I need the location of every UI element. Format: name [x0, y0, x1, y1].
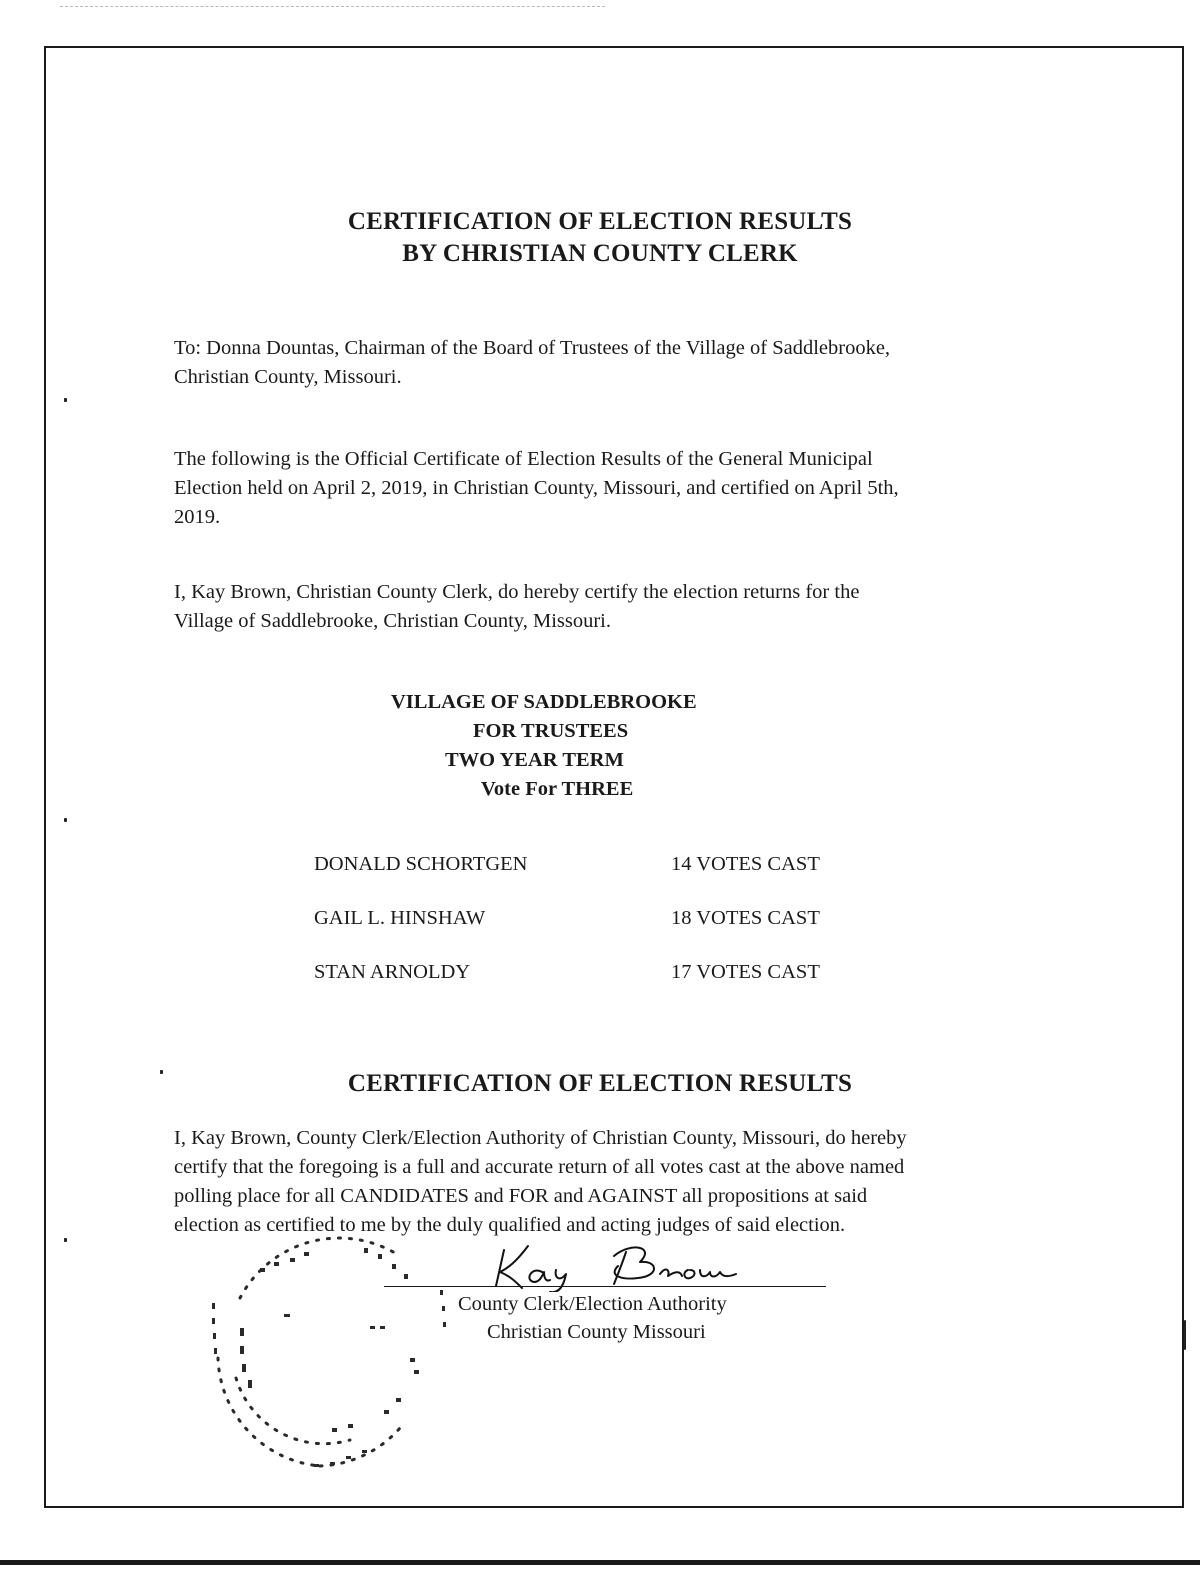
signer-county: Christian County Missouri: [487, 1321, 706, 1343]
scan-speck: [1176, 46, 1177, 47]
addressee-paragraph: [174, 334, 1054, 392]
candidate-name: STAN ARNOLDY: [314, 961, 471, 983]
text-line: To: Donna Dountas, Chairman of the Board of Trustees of the Village of Saddlebrooke,: [174, 337, 891, 359]
scan-speck: [1184, 1320, 1186, 1350]
kay-brown-signature: [490, 1236, 750, 1292]
candidate-votes: 17 VOTES CAST: [671, 961, 820, 983]
intro-paragraph: [174, 445, 1054, 532]
candidate-results: [314, 850, 934, 1012]
candidate-votes: 18 VOTES CAST: [671, 907, 820, 929]
clerk-statement-paragraph: [174, 578, 1054, 636]
text-line: Village of Saddlebrooke, Christian County, Missouri.: [174, 610, 612, 632]
scan-speck: [64, 818, 67, 822]
candidate-row: [314, 850, 934, 904]
certification-paragraph: [174, 1124, 1074, 1240]
race-heading-line: Vote For THREE: [481, 778, 634, 800]
race-heading-line: FOR TRUSTEES: [473, 720, 629, 742]
scan-speck: [64, 398, 67, 402]
race-heading-line: VILLAGE OF SADDLEBROOKE: [391, 691, 697, 713]
scan-top-rule: [60, 6, 605, 7]
text-line: Christian County, Missouri.: [174, 366, 402, 388]
signature-line: [384, 1286, 826, 1287]
text-line: certify that the foregoing is a full and accurate return of all votes cast at the above named: [174, 1156, 905, 1178]
signer-title: County Clerk/Election Authority: [458, 1293, 727, 1315]
race-heading: [385, 688, 755, 804]
county-seal-stamp: [200, 1228, 462, 1480]
text-line: I, Kay Brown, County Clerk/Election Authority of Christian County, Missouri, do hereby: [174, 1127, 907, 1149]
text-line: The following is the Official Certificate of Election Results of the General Municipal: [174, 448, 873, 470]
document-title-line: CERTIFICATION OF ELECTION RESULTS: [347, 208, 853, 235]
document-title: [0, 206, 1200, 270]
text-line: Election held on April 2, 2019, in Christian County, Missouri, and certified on April 5th,: [174, 477, 899, 499]
candidate-name: GAIL L. HINSHAW: [314, 907, 486, 929]
candidate-row: [314, 904, 934, 958]
text-line: I, Kay Brown, Christian County Clerk, do hereby certify the election returns for the: [174, 581, 860, 603]
scan-bottom-edge: [0, 1560, 1200, 1565]
text-line: election as certified to me by the duly qualified and acting judges of said election.: [174, 1214, 846, 1236]
candidate-row: [314, 958, 934, 1012]
text-line: 2019.: [174, 506, 221, 528]
race-heading-line: TWO YEAR TERM: [445, 749, 624, 771]
text-line: polling place for all CANDIDATES and FOR and AGAINST all propositions at said: [174, 1185, 868, 1207]
certification-heading: CERTIFICATION OF ELECTION RESULTS: [347, 1070, 853, 1097]
scan-speck: [64, 1238, 67, 1242]
candidate-name: DONALD SCHORTGEN: [314, 853, 528, 875]
document-title-line: BY CHRISTIAN COUNTY CLERK: [402, 240, 798, 267]
candidate-votes: 14 VOTES CAST: [671, 853, 820, 875]
